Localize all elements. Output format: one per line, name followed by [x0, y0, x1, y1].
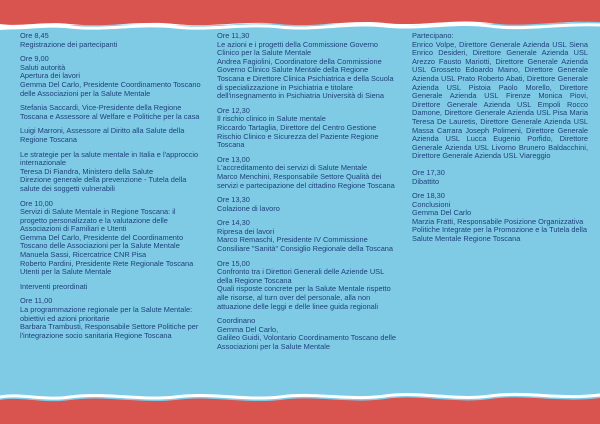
- participant: Maria Teresa De Lauretis, Direttore Generale Azienda USL Massa Carrara: [412, 108, 588, 135]
- program-item: Ore 9,00 Saluti autorità Apertura dei lavori Gemma Del Carlo, Presidente Coordinamento Toscano delle Associazioni per la Salute Mentale: [20, 54, 201, 98]
- participant: Enrico Desideri, Direttore Generale Azienda USL Arezzo: [412, 48, 588, 66]
- top-red-wave-band: [0, 0, 600, 25]
- participant: Edoardo Maino, Direttore Generale Azienda USL Prato: [412, 65, 588, 83]
- program-item: Interventi preordinati: [20, 281, 88, 291]
- program-item: Ore 11,30 Le azioni e i progetti della Commissione Governo Clinico per la Salute Mentale Andrea Fagiolini, Coordinatore della Commissione Governo Clinico Salute Mentale della Regione Toscana e Direttore Clinica Psichiatrica e della Scuola di specializzazione in Psichiatria e titolare dell'insegnamento in Psichiatria Università di Siena: [217, 31, 394, 101]
- participant: Enrico Volpe, Direttore Generale Azienda USL Siena: [412, 39, 588, 49]
- participant: Brunero Baldacchini, Direttore Generale Azienda USL Viareggio: [412, 142, 588, 161]
- participants-list: [412, 41, 588, 161]
- program-item: Luigi Marroni, Assessore al Diritto alla Salute della Regione Toscana: [20, 126, 185, 144]
- program-item: Le strategie per la salute mentale in Italia e l'approccio internazionale Teresa Di Fiandra, Ministero della Salute Direzione generale della prevenzione - Tutela della salute dei soggetti vulnerabili: [20, 149, 199, 193]
- program-item: Ore 13,00 L'accreditamento dei servizi di Salute Mentale Marco Menchini, Responsabile Settore Qualità dei servizi e partecipazione del cittadino Regione Toscana: [217, 154, 395, 190]
- program-item: Ore 14,30 Ripresa dei lavori Marco Remaschi, Presidente IV Commissione Consiliare "Sanità" Consiglio Regionale della Toscana: [217, 218, 394, 254]
- program-item: Ore 12,30 Il rischio clinico in Salute mentale Riccardo Tartaglia, Direttore del Centro Gestione Rischio Clinico e Sicurezza del Paziente Regione Toscana: [217, 105, 379, 150]
- participant: Fausto Mariotti, Direttore Generale Azienda USL Grosseto: [412, 56, 588, 75]
- bottom-red-wave-band: [0, 397, 600, 424]
- program-item: Ore 13,30 Colazione di lavoro: [217, 195, 280, 213]
- program-column-right: [412, 32, 588, 250]
- program-item: Ore 17,30 Dibattito: [412, 167, 445, 186]
- participants-heading: Partecipano:: [412, 31, 454, 40]
- program-column-left: [20, 32, 203, 346]
- program-item: Stefania Saccardi, Vice-Presidente della Regione Toscana e Assessore al Welfare e Politiche per la casa: [20, 103, 200, 121]
- participant: Joseph Polimeni, Direttore Generale Azienda USL Lucca: [412, 125, 588, 144]
- participant: Rocco Damone, Direttore Generale Azienda USL Pisa: [412, 99, 588, 118]
- program-item: Ore 10,00 Servizi di Salute Mentale in Regione Toscana: il progetto personalizzato e la valutazione delle Associazioni di Familiari e Utenti Gemma Del Carlo, Presidente del Coordinamento Toscano delle Associazioni per la Salute Mentale Manuela Sassi, Ricercatrice CNR Pisa Roberto Pardini, Presidente Rete Regionale Toscana Utenti per la Salute Mentale: [20, 198, 194, 277]
- participant: Monica Piovi, Direttore Generale Azienda USL Empoli: [412, 91, 588, 109]
- participant: Roberto Abati, Direttore Generale Azienda USL Pistoia: [412, 73, 588, 92]
- participant: Eugenio Porfido, Direttore Generale Azienda USL Livorno: [412, 134, 588, 152]
- participant: Paolo Morello, Direttore Generale Azienda USL Firenze: [412, 82, 588, 101]
- program-item: Ore 15,00 Confronto tra i Direttori Generali delle Aziende USL della Regione Toscana Quali risposte concrete per la Salute Mentale rispetto alle risorse, al turn over del personale, alla non attuazione delle leggi e delle linee guida regionali: [217, 258, 391, 311]
- program-item: Coordinano Gemma Del Carlo, Galileo Guidi, Volontario Coordinamento Toscano delle Associazioni per la Salute Mentale: [217, 316, 396, 351]
- program-column-middle: [217, 32, 397, 358]
- program-item: Ore 11,00 La programmazione regionale per la Salute Mentale: obiettivi ed azioni prioritarie Barbara Trambusti, Responsabile Settore Politiche per l'integrazione socio sanitaria Regione Toscana: [20, 296, 199, 340]
- program-item: Ore 8,45 Registrazione dei partecipanti: [20, 31, 118, 49]
- program-item: Ore 18,30 Conclusioni Gemma Del Carlo Marzia Fratti, Responsabile Posizione Organizzativa Politiche Integrate per la Promozione e la Tutela della Salute Mentale Regione Toscana: [412, 191, 588, 244]
